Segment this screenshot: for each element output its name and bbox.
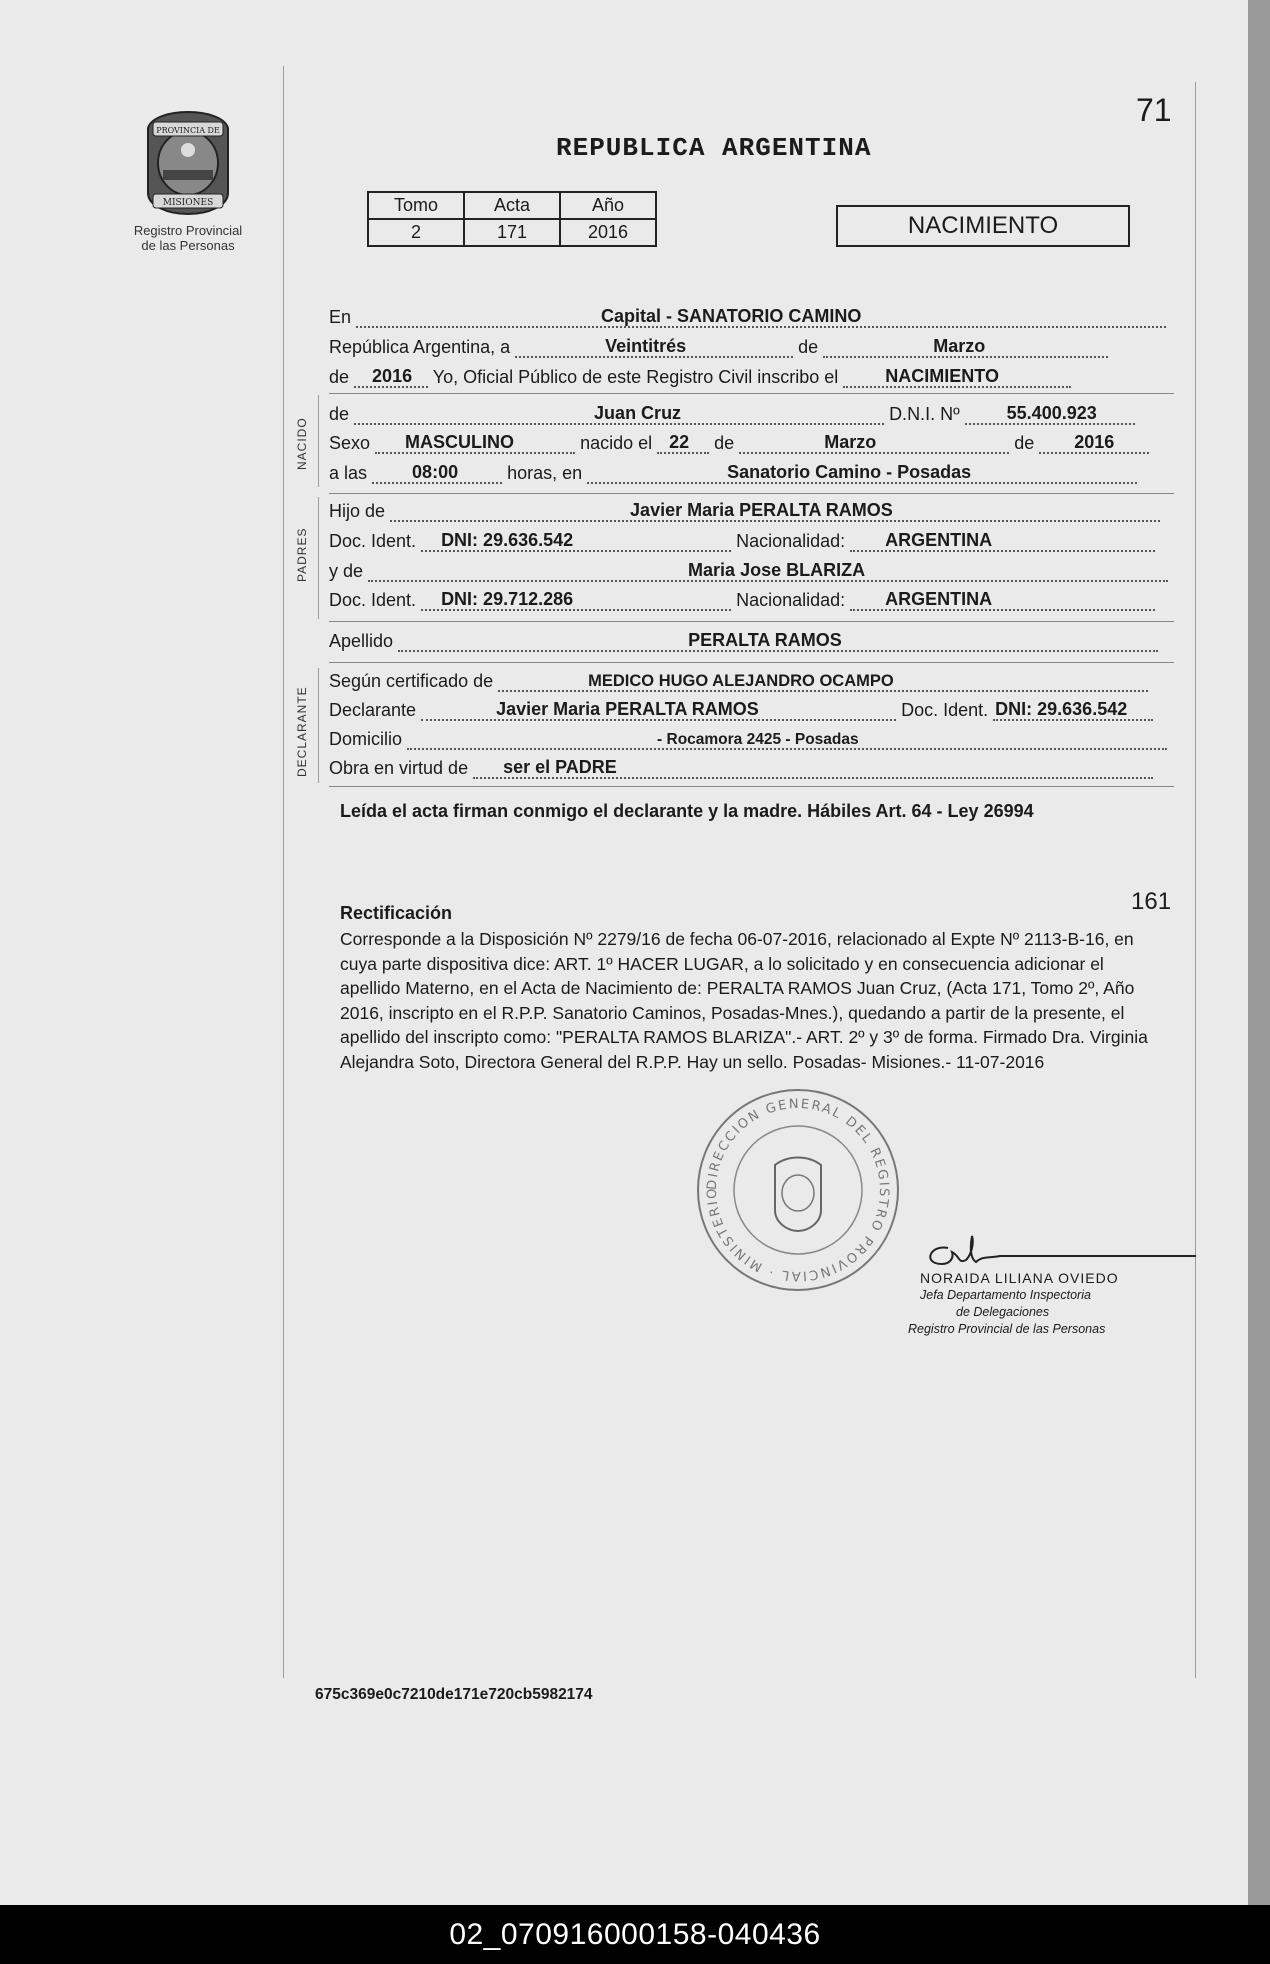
label-declarante-doc: Doc. Ident.	[901, 700, 989, 720]
label-sexo: Sexo	[329, 433, 371, 453]
tomo-header: Tomo	[368, 192, 464, 219]
value-sexo: MASCULINO	[405, 432, 515, 452]
label-de-birth-month: de	[714, 433, 735, 453]
bracket-padres	[318, 497, 319, 619]
line-apellido	[329, 630, 1158, 652]
side-label-nacido: NACIDO	[295, 417, 309, 470]
label-de-birth-year: de	[1014, 433, 1035, 453]
label-de-name: de	[329, 404, 350, 424]
label-dni: D.N.I. Nº	[889, 404, 960, 424]
value-inscription-type: NACIMIENTO	[885, 366, 999, 386]
label-obra: Obra en virtud de	[329, 758, 469, 778]
value-birth-month: Marzo	[824, 432, 877, 452]
value-declarante-dni: DNI: 29.636.542	[995, 699, 1128, 719]
label-republica: República Argentina, a	[329, 337, 511, 357]
line-nombre	[329, 403, 1135, 425]
line-certificado	[329, 670, 1148, 692]
label-a-las: a las	[329, 463, 368, 483]
anio-value: 2016	[560, 219, 656, 246]
value-father-dni: DNI: 29.636.542	[441, 530, 574, 550]
line-declarante	[329, 699, 1153, 721]
footer-id: 02_070916000158-040436	[449, 1918, 821, 1951]
svg-text:PROVINCIA DE: PROVINCIA DE	[156, 126, 220, 135]
right-margin-line	[1195, 82, 1196, 1678]
label-hijo-de: Hijo de	[329, 501, 386, 521]
value-place: Capital - SANATORIO CAMINO	[601, 306, 862, 326]
value-domicilio: - Rocamora 2425 - Posadas	[657, 731, 859, 748]
label-en: En	[329, 307, 352, 327]
signature-role-1: Jefa Departamento Inspectoria	[920, 1288, 1091, 1302]
side-label-declarante: DECLARANTE	[295, 686, 309, 777]
label-inscribo: Yo, Oficial Público de este Registro Civil inscribo el	[432, 367, 839, 387]
rectification-body: Corresponde a la Disposición Nº 2279/16 de fecha 06-07-2016, relacionado al Expte Nº 2113-B-16, en cuya parte dispositiva dice: ART. 1º HACER LUGAR, a lo solicitado y en consecuencia adicionar el apellido Materno, en el Acta de Nacimiento de: PERALTA RAMOS Juan Cruz, (Acta 171, Tomo 2º, Año 2016, inscripto en el R.P.P. Sanatorio Caminos, Posadas-Mnes.), quedando a partir de la presente, el apellido del inscripto como: "PERALTA RAMOS BLARIZA".- ART. 2º y 3º de forma. Firmado Dra. Virginia Alejandra Soto, Directora General del R.P.P. Hay un sello. Posadas- Misiones.- 11-07-2016	[340, 929, 1148, 1072]
acta-value: 171	[464, 219, 560, 246]
label-declarante: Declarante	[329, 700, 417, 720]
value-birth-time: 08:00	[412, 462, 459, 482]
label-apellido: Apellido	[329, 631, 394, 651]
value-month-words: Marzo	[933, 336, 986, 356]
value-birth-place: Sanatorio Camino - Posadas	[727, 462, 972, 482]
document-hash: 675c369e0c7210de171e720cb5982174	[315, 1686, 593, 1703]
line-sexo	[329, 432, 1149, 454]
line-padre	[329, 500, 1160, 522]
value-father-name: Javier Maria PERALTA RAMOS	[630, 500, 893, 520]
svg-text:MISIONES: MISIONES	[162, 198, 214, 208]
label-father-nationality: Nacionalidad:	[736, 531, 846, 551]
value-mother-dni: DNI: 29.712.286	[441, 589, 574, 609]
closing-statement: Leída el acta firman conmigo el declarante y la madre. Hábiles Art. 64 - Ley 26994	[340, 801, 1034, 821]
value-father-nationality: ARGENTINA	[885, 530, 993, 550]
line-en	[329, 306, 1166, 328]
anio-header: Año	[560, 192, 656, 219]
bracket-nacido	[318, 395, 319, 487]
registry-logo	[118, 108, 258, 253]
value-declarante: Javier Maria PERALTA RAMOS	[496, 699, 759, 719]
line-republica	[329, 336, 1108, 358]
rectification-title: Rectificación	[340, 903, 453, 923]
acta-header: Acta	[464, 192, 560, 219]
rectification-number: 161	[1131, 888, 1172, 915]
value-birth-day: 22	[669, 432, 690, 452]
value-mother-name: Maria Jose BLARIZA	[688, 560, 866, 580]
label-de-year: de	[329, 367, 350, 387]
page-number: 71	[1136, 92, 1172, 128]
label-domicilio: Domicilio	[329, 729, 403, 749]
line-domicilio	[329, 728, 1167, 750]
signature-name: NORAIDA LILIANA OVIEDO	[920, 1270, 1119, 1286]
value-obra: ser el PADRE	[503, 757, 617, 777]
label-de-month: de	[798, 337, 819, 357]
value-child-dni: 55.400.923	[1006, 403, 1097, 423]
bracket-declarante	[318, 668, 319, 783]
record-type-box: NACIMIENTO	[836, 205, 1130, 247]
document-title: REPUBLICA ARGENTINA	[556, 133, 872, 163]
signature-scribble-icon	[920, 1234, 1200, 1270]
stamp-seal-icon	[693, 1085, 903, 1295]
value-certificado: MEDICO HUGO ALEJANDRO OCAMPO	[588, 672, 894, 690]
official-stamp	[693, 1085, 903, 1300]
left-margin-line	[283, 66, 284, 1678]
line-obra	[329, 757, 1153, 779]
label-mother-nationality: Nacionalidad:	[736, 590, 846, 610]
label-mother-doc: Doc. Ident.	[329, 590, 417, 610]
reference-table	[367, 191, 657, 247]
value-year: 2016	[372, 366, 413, 386]
label-certificado: Según certificado de	[329, 671, 494, 691]
value-apellido: PERALTA RAMOS	[688, 630, 842, 650]
province-seal-icon	[133, 108, 243, 218]
label-horas-en: horas, en	[507, 463, 583, 483]
value-day-words: Veintitrés	[605, 336, 687, 356]
label-father-doc: Doc. Ident.	[329, 531, 417, 551]
signature-role-2: de Delegaciones	[956, 1305, 1050, 1319]
label-y-de: y de	[329, 561, 364, 581]
label-nacido-el: nacido el	[580, 433, 653, 453]
line-madre	[329, 560, 1168, 582]
line-madre-doc	[329, 589, 1155, 611]
signature-block	[908, 1234, 1200, 1338]
registry-caption-2: de las Personas	[141, 238, 235, 253]
side-label-padres: PADRES	[295, 527, 309, 582]
footer-id-bar	[0, 1905, 1270, 1964]
value-birth-year: 2016	[1074, 432, 1115, 452]
tomo-value: 2	[368, 219, 464, 246]
registry-caption-1: Registro Provincial	[133, 223, 243, 238]
page-edge	[1248, 0, 1270, 1905]
value-mother-nationality: ARGENTINA	[885, 589, 993, 609]
signature-role-3: Registro Provincial de las Personas	[908, 1322, 1106, 1336]
value-child-name: Juan Cruz	[594, 403, 682, 423]
line-padre-doc	[329, 530, 1155, 552]
svg-text:DIRECCION GENERAL DEL REGISTRO: DIRECCION GENERAL DEL REGISTRO PROVINCIAL · MINISTERIO	[704, 1096, 892, 1284]
line-hora	[329, 462, 1137, 484]
line-inscribo	[329, 366, 1071, 388]
